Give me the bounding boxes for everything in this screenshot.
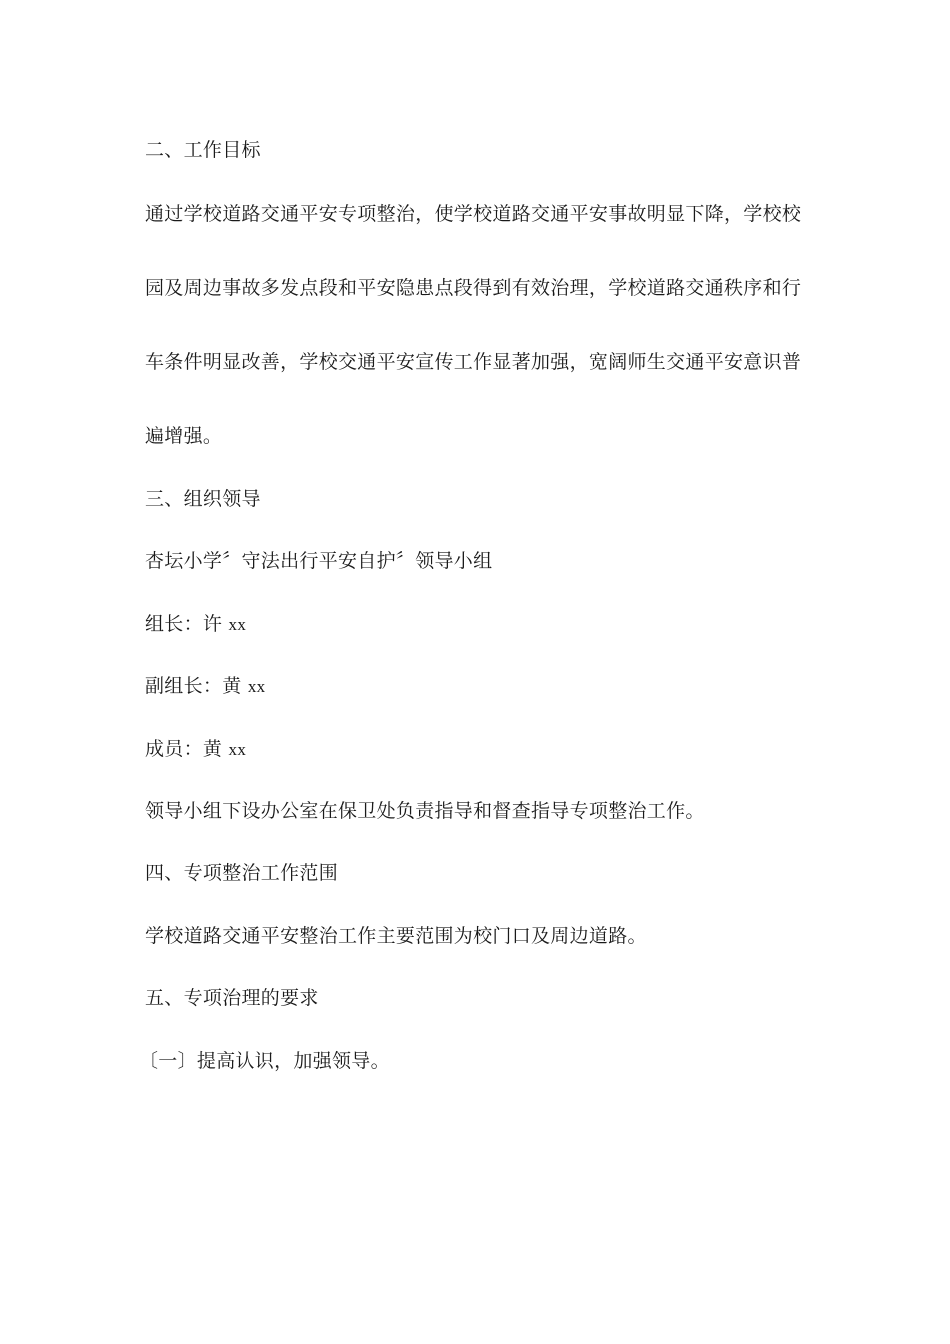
section-heading-organization: 三、组织领导 <box>145 488 261 510</box>
paragraph-line: 遍增强。 <box>145 425 223 447</box>
group-leader-label: 组长：许 <box>145 613 223 635</box>
section-heading-requirements: 五、专项治理的要求 <box>145 987 319 1009</box>
deputy-leader <box>145 674 265 699</box>
paragraph-line: 通过学校道路交通平安专项整治，使学校道路交通平安事故明显下降，学校校 <box>145 203 802 225</box>
requirement-item-1: 〔一〕提高认识，加强领导。 <box>139 1050 390 1072</box>
deputy-leader-label: 副组长：黄 <box>145 675 242 697</box>
group-member <box>145 737 246 762</box>
scope-text: 学校道路交通平安整治工作主要范围为校门口及周边道路。 <box>145 925 647 947</box>
group-member-name: xx <box>228 740 247 759</box>
group-leader-name: xx <box>228 615 247 634</box>
group-leader <box>145 612 246 637</box>
deputy-leader-name: xx <box>247 677 266 696</box>
office-note: 领导小组下设办公室在保卫处负责指导和督查指导专项整治工作。 <box>145 800 705 822</box>
group-member-label: 成员：黄 <box>145 738 223 760</box>
paragraph-line: 园及周边事故多发点段和平安隐患点段得到有效治理，学校道路交通秩序和行 <box>145 277 802 299</box>
leading-group-name: 杏坛小学〞守法出行平安自护〞领导小组 <box>145 550 493 572</box>
section-heading-scope: 四、专项整治工作范围 <box>145 862 339 884</box>
paragraph-line: 车条件明显改善，学校交通平安宣传工作显著加强，宽阔师生交通平安意识普 <box>145 351 802 373</box>
section-heading-work-goals: 二、工作目标 <box>145 139 261 161</box>
